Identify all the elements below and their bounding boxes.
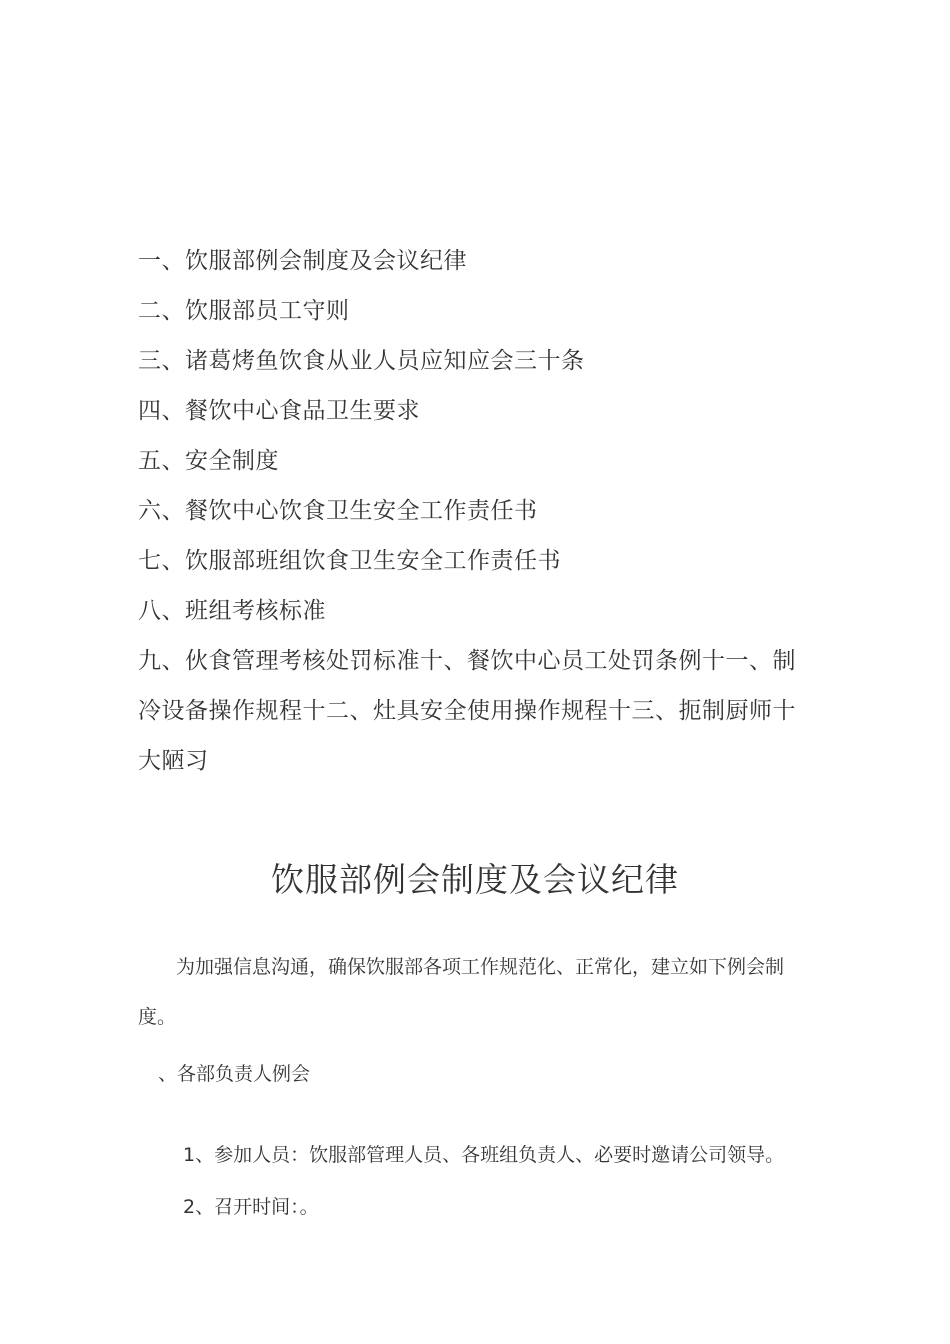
toc-item: 二、饮服部员工守则 <box>138 298 350 324</box>
toc-item: 四、餐饮中心食品卫生要求 <box>138 398 420 424</box>
list-item: 2、召开时间：。 <box>183 1196 319 1218</box>
list-item: 1、参加人员：饮服部管理人员、各班组负责人、必要时邀请公司领导。 <box>183 1144 785 1166</box>
toc-item: 三、诸葛烤鱼饮食从业人员应知应会三十条 <box>138 348 585 374</box>
section-heading: 、各部负责人例会 <box>158 1063 311 1085</box>
toc-item: 一、饮服部例会制度及会议纪律 <box>138 248 467 274</box>
toc-item: 七、饮服部班组饮食卫生安全工作责任书 <box>138 548 561 574</box>
toc-item: 六、餐饮中心饮食卫生安全工作责任书 <box>138 498 538 524</box>
toc-item: 五、安全制度 <box>138 448 279 474</box>
document-title: 饮服部例会制度及会议纪律 <box>271 860 679 899</box>
toc-item: 九、伙食管理考核处罚标准十、餐饮中心员工处罚条例十一、制冷设备操作规程十二、灶具安全使用操作规程十三、扼制厨师十大陋习 <box>138 648 796 774</box>
intro-paragraph: 为加强信息沟通，确保饮服部各项工作规范化、正常化，建立如下例会制度。 <box>138 956 785 1028</box>
toc-item: 八、班组考核标准 <box>138 598 326 624</box>
table-of-contents <box>138 236 818 786</box>
